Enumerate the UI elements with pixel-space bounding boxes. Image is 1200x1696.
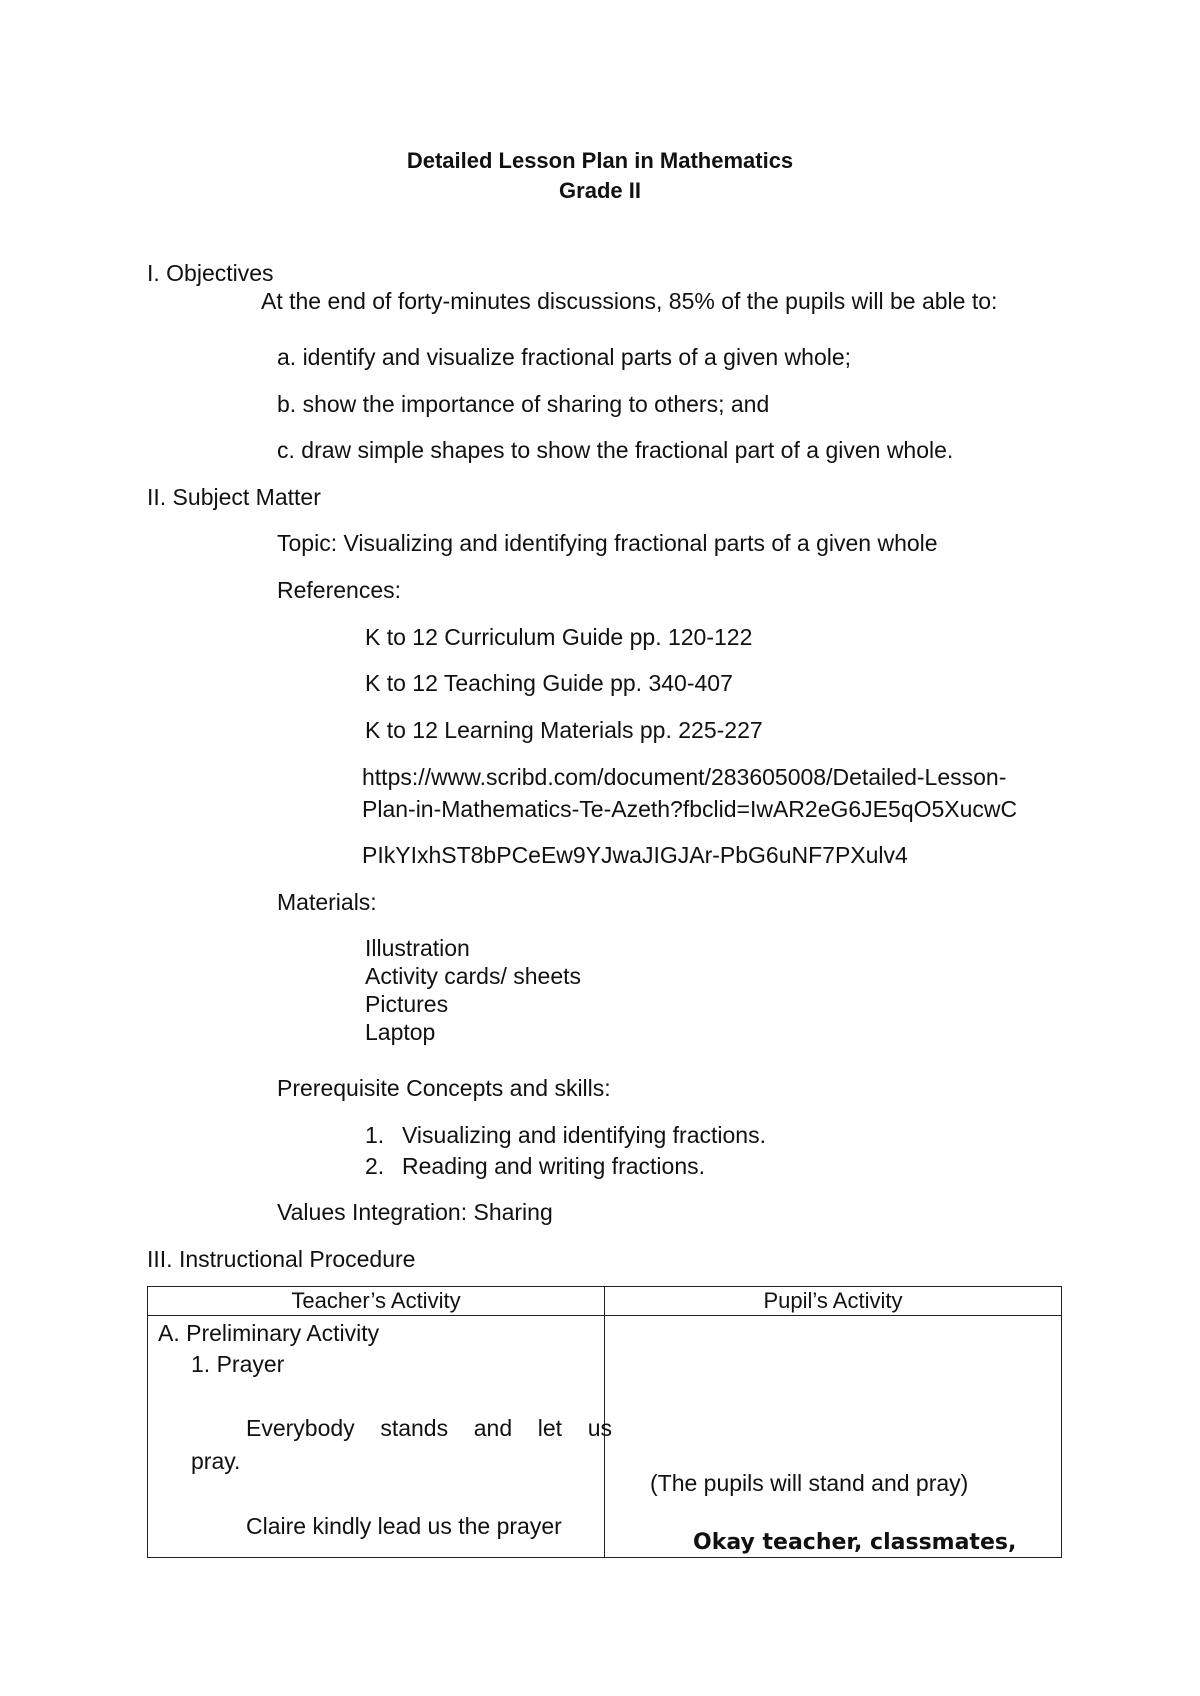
teacher-step-label: 1. Prayer bbox=[191, 1351, 285, 1377]
material-item: Illustration bbox=[365, 935, 470, 961]
objective-item-c: c. draw simple shapes to show the fractional part of a given whole. bbox=[277, 437, 954, 463]
teacher-activity-cell bbox=[148, 1316, 612, 1558]
prerequisite-number: 1. bbox=[365, 1122, 385, 1148]
prerequisite-item: Visualizing and identifying fractions. bbox=[402, 1122, 766, 1148]
reference-url-line: https://www.scribd.com/document/283605008/Detailed-Lesson- bbox=[362, 764, 1007, 790]
material-item: Activity cards/ sheets bbox=[365, 963, 582, 989]
material-item: Pictures bbox=[365, 991, 449, 1017]
subject-matter-heading: II. Subject Matter bbox=[147, 484, 321, 510]
material-item: Laptop bbox=[365, 1019, 436, 1045]
teacher-instruction-line: Everybody stands and let us bbox=[246, 1415, 612, 1441]
document-title: Detailed Lesson Plan in Mathematics bbox=[406, 148, 794, 173]
reference-item: K to 12 Learning Materials pp. 225-227 bbox=[365, 717, 763, 743]
references-label: References: bbox=[277, 577, 402, 603]
objective-item-a: a. identify and visualize fractional parts of a given whole; bbox=[277, 344, 852, 370]
procedure-table bbox=[147, 1286, 1062, 1558]
pupil-response: (The pupils will stand and pray) bbox=[650, 1470, 969, 1496]
reference-url-line: PIkYIxhST8bPCeEw9YJwaJIGJAr-PbG6uNF7PXulv4 bbox=[362, 842, 908, 868]
reference-item: K to 12 Curriculum Guide pp. 120-122 bbox=[365, 624, 753, 650]
objectives-intro: At the end of forty-minutes discussions, 85% of the pupils will be able to: bbox=[261, 288, 998, 314]
pupil-response: Okay teacher, classmates, bbox=[693, 1530, 1017, 1555]
values-integration: Values Integration: Sharing bbox=[277, 1199, 553, 1225]
pupil-column-header: Pupil’s Activity bbox=[605, 1287, 1062, 1316]
materials-label: Materials: bbox=[277, 889, 377, 915]
table-row bbox=[148, 1316, 1062, 1558]
prerequisite-label: Prerequisite Concepts and skills: bbox=[277, 1075, 611, 1101]
topic-line: Topic: Visualizing and identifying fractional parts of a given whole bbox=[277, 530, 938, 556]
objectives-heading: I. Objectives bbox=[147, 260, 274, 286]
table-header-row bbox=[148, 1287, 1062, 1316]
document-grade: Grade II bbox=[559, 178, 641, 203]
procedure-heading: III. Instructional Procedure bbox=[147, 1246, 416, 1272]
objective-item-b: b. show the importance of sharing to others; and bbox=[277, 391, 770, 417]
prerequisite-number: 2. bbox=[365, 1153, 385, 1179]
pupil-activity-cell bbox=[605, 1316, 1062, 1558]
teacher-instruction-line: Claire kindly lead us the prayer bbox=[246, 1513, 562, 1539]
reference-item: K to 12 Teaching Guide pp. 340-407 bbox=[365, 670, 733, 696]
teacher-section-label: A. Preliminary Activity bbox=[158, 1320, 380, 1346]
teacher-instruction-line: pray. bbox=[191, 1448, 241, 1474]
teacher-column-header: Teacher’s Activity bbox=[148, 1287, 605, 1316]
reference-url-line: Plan-in-Mathematics-Te-Azeth?fbclid=IwAR2eG6JE5qO5XucwC bbox=[362, 796, 1018, 822]
prerequisite-item: Reading and writing fractions. bbox=[402, 1153, 705, 1179]
